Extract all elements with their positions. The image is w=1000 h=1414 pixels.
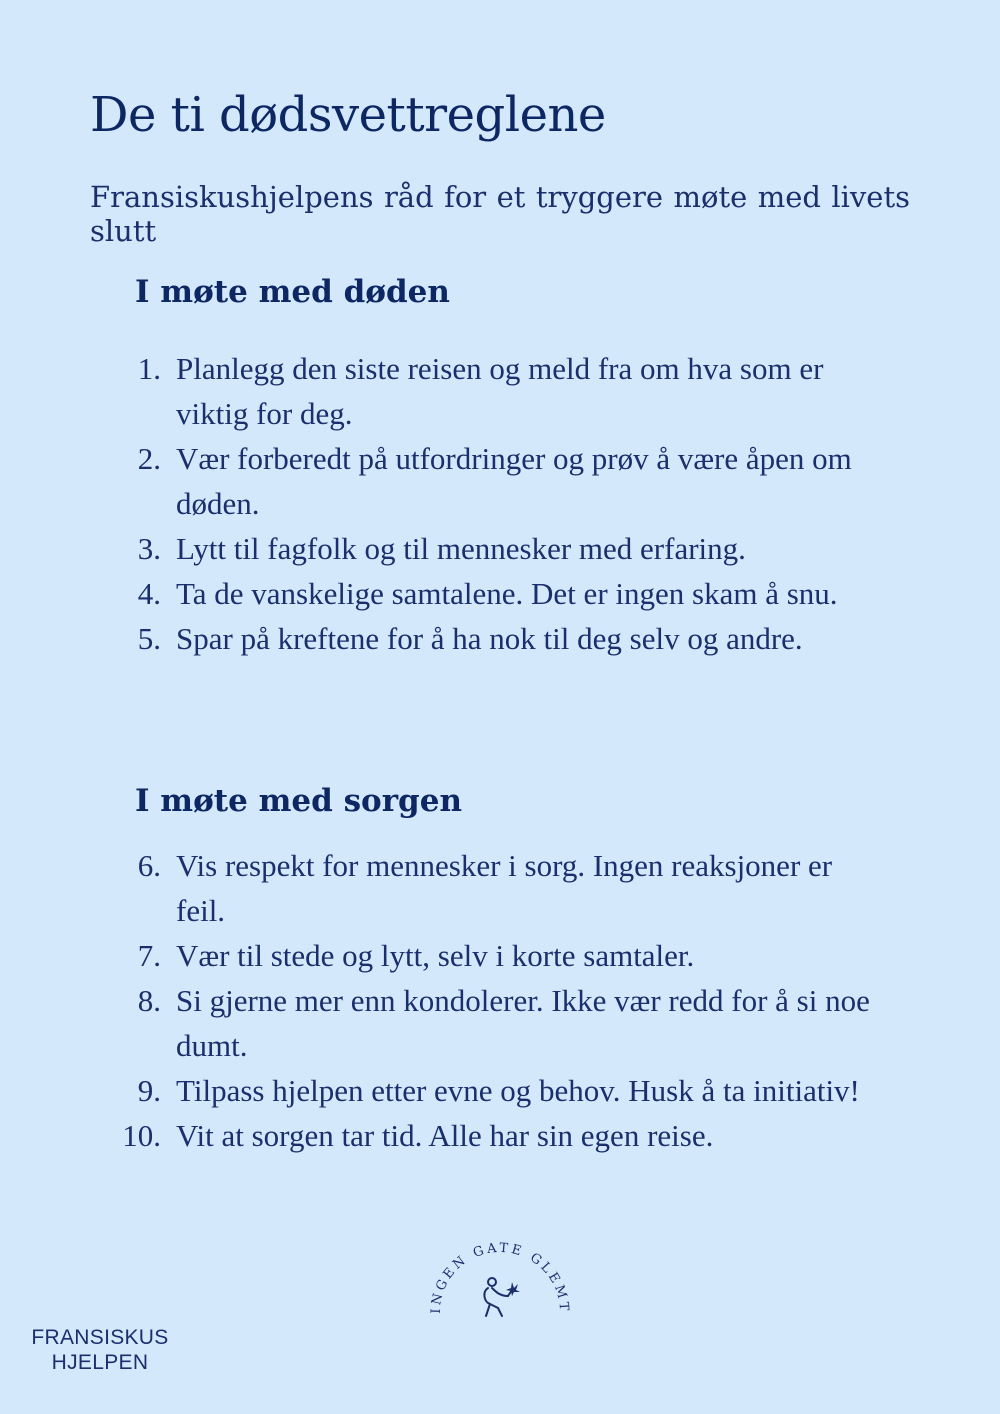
rule-number: 10. <box>122 1118 161 1153</box>
figure-icon <box>478 1274 522 1320</box>
rule-item <box>0 526 876 571</box>
rule-text: Vit at sorgen tar tid. Alle har sin egen reise. <box>176 1118 714 1153</box>
svg-text:INGEN GATE GLEMT: INGEN GATE GLEMT <box>428 1240 572 1315</box>
rule-number: 1. <box>137 351 161 386</box>
rule-number: 7. <box>137 938 161 973</box>
rule-text: Spar på kreftene for å ha nok til deg selv og andre. <box>176 621 803 656</box>
rule-text: Ta de vanskelige samtalene. Det er ingen skam å snu. <box>176 576 838 611</box>
rule-text: Lytt til fagfolk og til mennesker med erfaring. <box>176 531 746 566</box>
fransiskushjelpen-logo <box>400 1240 600 1380</box>
page-subtitle: Fransiskushjelpens råd for et tryggere møte med livets slutt <box>90 180 910 248</box>
rule-text: Vis respekt for mennesker i sorg. Ingen reaksjoner er feil. <box>176 848 833 928</box>
rule-item <box>0 571 876 616</box>
rules-list-grief <box>0 843 900 1158</box>
rule-text: Planlegg den siste reisen og meld fra om hva som er viktig for deg. <box>176 351 824 431</box>
rule-item <box>0 346 876 436</box>
rule-number: 9. <box>137 1073 161 1108</box>
rule-number: 2. <box>137 441 161 476</box>
rule-text: Tilpass hjelpen etter evne og behov. Husk å ta initiativ! <box>176 1073 860 1108</box>
rule-text: Si gjerne mer enn kondolerer. Ikke vær redd for å si noe dumt. <box>176 983 870 1063</box>
rule-item <box>0 436 876 526</box>
rule-number: 4. <box>137 576 161 611</box>
rule-item <box>0 843 876 933</box>
rule-number: 3. <box>137 531 161 566</box>
rule-number: 8. <box>137 983 161 1018</box>
rule-text: Vær forberedt på utfordringer og prøv å være åpen om døden. <box>176 441 852 521</box>
rule-item <box>0 1113 876 1158</box>
rules-list-death <box>0 346 900 661</box>
rule-text: Vær til stede og lytt, selv i korte samtaler. <box>176 938 695 973</box>
logo-wordmark-line2: HJELPEN <box>51 1351 149 1374</box>
logo-wordmark-line1: FRANSISKUS <box>31 1326 169 1349</box>
rule-item <box>0 933 876 978</box>
rule-number: 5. <box>137 621 161 656</box>
section-heading-grief: I møte med sorgen <box>135 783 462 819</box>
rule-item <box>0 978 876 1068</box>
rule-number: 6. <box>137 848 161 883</box>
rule-item <box>0 616 876 661</box>
page-title: De ti dødsvettreglene <box>90 87 606 143</box>
rule-item <box>0 1068 876 1113</box>
section-heading-death: I møte med døden <box>135 274 450 310</box>
